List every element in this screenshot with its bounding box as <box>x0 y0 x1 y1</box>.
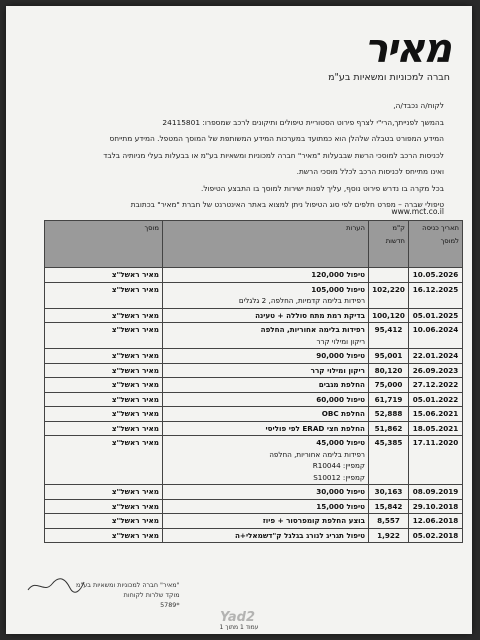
header-date: תאריך כניסה למוסך <box>409 221 463 268</box>
table-row <box>45 407 463 422</box>
cell-garage: מאיר ראשל"צ <box>45 363 163 378</box>
cell-notes <box>163 363 369 378</box>
cell-date: 15.06.2021 <box>409 407 463 422</box>
table-row <box>45 514 463 529</box>
signature-line: *5789 <box>160 601 180 609</box>
table-row <box>45 378 463 393</box>
cell-notes <box>163 392 369 407</box>
note-line: רפידות בלימה אחוריות, החלפה <box>269 449 365 459</box>
cell-garage: מאיר ראשל"צ <box>45 282 163 308</box>
watermark: Yad2 <box>220 610 255 625</box>
intro-line: לכניסות הרכב למוסכי הרשת שבבעלות "מאיר" חברה למכוניות ומשאיות בע"מ או בבעלות בעלי מניותיה בלבד <box>103 150 444 160</box>
table-row <box>45 436 463 485</box>
cell-date: 05.02.2018 <box>409 528 463 543</box>
cell-notes <box>163 499 369 514</box>
table-row <box>45 392 463 407</box>
table-row <box>45 528 463 543</box>
note-line: ריקון ומילוי קרר <box>316 336 365 346</box>
page-number: עמוד 1 מתוך 1 <box>219 624 259 631</box>
cell-date: 12.06.2018 <box>409 514 463 529</box>
cell-notes <box>163 514 369 529</box>
note-line: טיפול 15,000 <box>316 501 365 511</box>
cell-km: 8,557 <box>369 514 409 529</box>
intro-line: המידע המפורט בטבלה שלהלן הוא כמתועד במערכות המידע המשותפת של המוסך המטפל. המידע מתייחס <box>109 134 444 143</box>
cell-date: 27.12.2022 <box>409 378 463 393</box>
note-line: ריקון ומילוי קרר <box>310 365 365 375</box>
note-line: רפידות בלימה קדמיות, החלפה, 2 גלגלים <box>238 296 365 305</box>
cell-notes <box>163 308 369 323</box>
intro-line: בכל מקרה בו נדרש פירוט נוסף, עליך לפנות ישירות למוסך בו התבצע הטיפול. <box>200 183 444 193</box>
note-line: קמפיין: R10044 <box>312 461 365 470</box>
logo-subtitle: חברה למכוניות ומשאיות בע"מ <box>328 72 450 83</box>
cell-km: 61,719 <box>369 392 409 407</box>
cell-date: 10.06.2024 <box>409 323 463 349</box>
table-row <box>45 323 463 349</box>
cell-garage: מאיר ראשל"צ <box>45 514 163 529</box>
cell-notes <box>163 436 369 485</box>
note-line: טיפול 30,000 <box>316 487 365 496</box>
cell-date: 18.05.2021 <box>409 421 463 436</box>
note-line: בדיקת רמת מתח סוללה + טעינה <box>255 310 365 320</box>
table-row <box>45 282 463 308</box>
table-header-row <box>45 221 463 268</box>
cell-notes <box>163 282 369 308</box>
note-line: טיפול תגריג לנורג בגלגל ק"דשמאלי+ה <box>234 530 365 540</box>
intro-text <box>24 98 444 214</box>
cell-km: 95,412 <box>369 323 409 349</box>
cell-notes <box>163 323 369 349</box>
cell-garage: מאיר ראשל"צ <box>45 378 163 393</box>
cell-garage: מאיר ראשל"צ <box>45 436 163 485</box>
signature-line: "מאיר" חברה למכוניות ומשאיות בע"מ <box>76 581 180 589</box>
cell-garage: מאיר ראשל"צ <box>45 392 163 407</box>
note-line: טיפול 45,000 <box>316 438 365 447</box>
cell-date: 10.05.2026 <box>409 268 463 283</box>
cell-garage: מאיר ראשל"צ <box>45 407 163 422</box>
document-page <box>6 6 472 634</box>
service-history-table <box>44 220 463 543</box>
header-garage: מוסך <box>45 221 163 268</box>
cell-date: 08.09.2019 <box>409 485 463 500</box>
table-row <box>45 349 463 364</box>
table-body <box>45 268 463 543</box>
cell-km: 100,120 <box>369 308 409 323</box>
cell-garage: מאיר ראשל"צ <box>45 268 163 283</box>
cell-km: 30,163 <box>369 485 409 500</box>
cell-date: 22.01.2024 <box>409 349 463 364</box>
signature-block <box>76 580 180 610</box>
logo-mark: מאיר <box>364 26 450 72</box>
cell-km: 51,862 <box>369 421 409 436</box>
cell-notes <box>163 407 369 422</box>
cell-km: 95,001 <box>369 349 409 364</box>
cell-notes <box>163 528 369 543</box>
cell-date: 29.10.2018 <box>409 499 463 514</box>
company-logo <box>280 28 450 83</box>
cell-garage: מאיר ראשל"צ <box>45 308 163 323</box>
note-line: טיפול 120,000 <box>311 270 365 279</box>
cell-notes <box>163 349 369 364</box>
cell-date: 16.12.2025 <box>409 282 463 308</box>
note-line: קמפיין: S10012 <box>313 472 365 482</box>
intro-line: בהמשך לפנייתך,הרי"י לצרף פירוט הסטוריית טיפולים ותיקונים לרכב שמספרו: 24115801 <box>162 117 444 127</box>
cell-km: 52,888 <box>369 407 409 422</box>
cell-date: 26.09.2023 <box>409 363 463 378</box>
cell-km: 45,385 <box>369 436 409 485</box>
cell-garage: מאיר ראשל"צ <box>45 485 163 500</box>
cell-garage: מאיר ראשל"צ <box>45 349 163 364</box>
note-line: טיפול 60,000 <box>316 394 365 404</box>
table-row <box>45 485 463 500</box>
header-km: ק"מ חדשות <box>369 221 409 268</box>
cell-date: 17.11.2020 <box>409 436 463 485</box>
note-line: רפידות בלימה אחוריות, החלפה <box>260 325 365 334</box>
cell-garage: מאיר ראשל"צ <box>45 499 163 514</box>
cell-notes <box>163 421 369 436</box>
greeting: לקוח/ה נכבד/ה, <box>393 101 444 110</box>
cell-notes <box>163 378 369 393</box>
table-row <box>45 363 463 378</box>
cell-km: 80,120 <box>369 363 409 378</box>
cell-date: 05.01.2025 <box>409 308 463 323</box>
website-link[interactable]: www.mct.co.il <box>391 207 444 216</box>
cell-notes <box>163 485 369 500</box>
cell-km <box>369 268 409 283</box>
header-notes: הערות <box>163 221 369 268</box>
cell-garage: מאיר ראשל"צ <box>45 421 163 436</box>
cell-km: 75,000 <box>369 378 409 393</box>
signature-scrawl <box>26 576 86 596</box>
table-row <box>45 421 463 436</box>
note-line: החלפת מגבים <box>318 380 365 389</box>
cell-date: 05.01.2022 <box>409 392 463 407</box>
cell-garage: מאיר ראשל"צ <box>45 323 163 349</box>
table-row <box>45 499 463 514</box>
cell-garage: מאיר ראשל"צ <box>45 528 163 543</box>
note-line: טיפול 90,000 <box>316 351 365 360</box>
note-line: טיפול 105,000 <box>311 284 365 294</box>
cell-km: 102,220 <box>369 282 409 308</box>
table-row <box>45 268 463 283</box>
note-line: בוצע החלפת קומפרסור + פיוז <box>262 516 365 525</box>
signature-line: מוקד שלרות לקוחות <box>123 591 180 599</box>
table-row <box>45 308 463 323</box>
note-line: החלפת חצי ERAD לפי פוליסי <box>265 423 365 433</box>
intro-line: טיפולי שברה – מפרט חלפים לפי סוג הטיפול ניתן למצוא באתר האינטרנט של חברת "מאיר" בכתובת <box>130 200 444 209</box>
intro-line: ואינו מתייחס לכניסות הרכב לכלל מוסכי הרשת. <box>296 167 444 176</box>
cell-km: 15,842 <box>369 499 409 514</box>
note-line: החלפת OBC <box>321 409 365 418</box>
cell-notes <box>163 268 369 283</box>
cell-km: 1,922 <box>369 528 409 543</box>
